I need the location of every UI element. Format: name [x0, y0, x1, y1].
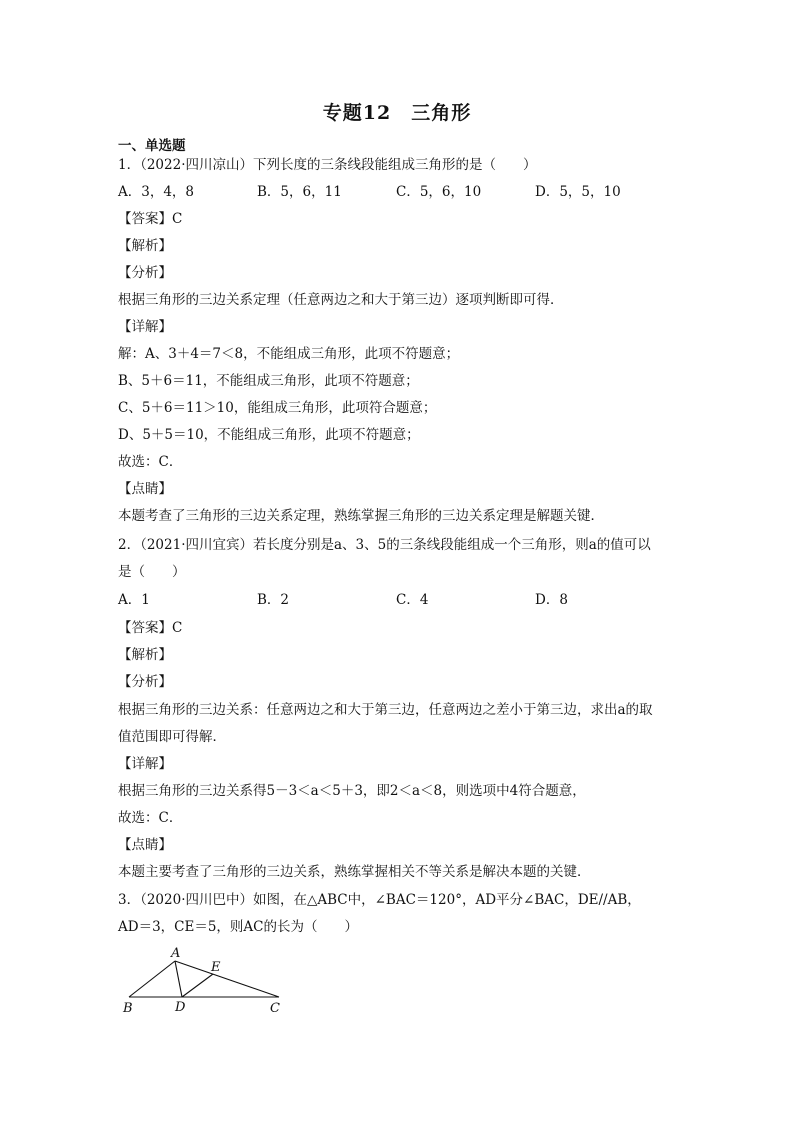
segment-ad — [175, 961, 182, 997]
label-e: E — [211, 960, 221, 975]
q2-option-c: C．4 — [396, 592, 429, 608]
q2-stem-line1: 2．（2021·四川宜宾）若长度分别是a、3、5的三条线段能组成一个三角形，则a的值可以 — [118, 537, 651, 553]
q2-analysis-line1: 根据三角形的三边关系：任意两边之和大于第三边，任意两边之差小于第三边，求出a的取 — [118, 702, 653, 718]
q1-comment: 本题考查了三角形的三边关系定理，熟练掌握三角形的三边关系定理是解题关键． — [118, 508, 604, 524]
page-title: 专题12 三角形 — [322, 102, 472, 124]
segment-ab — [129, 961, 175, 997]
segment-de — [182, 974, 213, 997]
q2-fenxi-label: 【分析】 — [118, 674, 172, 690]
triangle-figure — [115, 944, 295, 1024]
q2-choose: 故选：C． — [118, 810, 183, 826]
q1-option-c: C．5，6，10 — [396, 184, 482, 200]
q1-analysis: 根据三角形的三边关系定理（任意两边之和大于第三边）逐项判断即可得． — [118, 292, 564, 308]
q2-detail: 根据三角形的三边关系得5－3＜a＜5＋3，即2＜a＜8，则选项中4符合题意， — [118, 783, 586, 799]
q1-option-d: D．5，5，10 — [535, 184, 621, 200]
q3-stem-line1: 3．（2020·四川巴中）如图，在△ABC中，∠BAC＝120°，AD平分∠BAC，DE//AB， — [118, 892, 641, 908]
segment-ac — [175, 961, 279, 997]
q1-dianjing-label: 【点睛】 — [118, 481, 172, 497]
q2-option-a: A．1 — [118, 592, 150, 608]
q1-answer: 【答案】C — [118, 211, 183, 227]
q1-fenxi-label: 【分析】 — [118, 265, 172, 281]
label-b: B — [123, 1001, 133, 1016]
label-a: A — [171, 946, 181, 961]
q2-dianjing-label: 【点睛】 — [118, 837, 172, 853]
q2-stem-line2: 是（ ） — [118, 564, 186, 580]
q1-option-b: B．5，6，11 — [257, 184, 342, 200]
q2-comment: 本题主要考查了三角形的三边关系，熟练掌握相关不等关系是解决本题的关键． — [118, 864, 591, 880]
q1-step-b: B、5＋6＝11，不能组成三角形，此项不符题意； — [118, 373, 419, 389]
q1-jiexi-label: 【解析】 — [118, 238, 172, 254]
q2-analysis-line2: 值范围即可得解． — [118, 729, 226, 745]
q2-jiexi-label: 【解析】 — [118, 647, 172, 663]
q2-answer: 【答案】C — [118, 620, 183, 636]
q1-xiangjie-label: 【详解】 — [118, 319, 172, 335]
q1-choose: 故选：C． — [118, 454, 183, 470]
q2-option-b: B．2 — [257, 592, 290, 608]
q1-stem: 1．（2022·四川凉山）下列长度的三条线段能组成三角形的是（ ） — [118, 157, 537, 173]
q1-option-a: A．3，4，8 — [118, 184, 195, 200]
q1-step-c: C、5＋6＝11＞10，能组成三角形，此项符合题意； — [118, 400, 437, 416]
q1-step-d: D、5＋5＝10，不能组成三角形，此项不符题意； — [118, 427, 420, 443]
label-d: D — [175, 1000, 186, 1015]
q1-step-a: 解：A、3＋4＝7＜8，不能组成三角形，此项不符题意； — [118, 346, 460, 362]
q3-stem-line2: AD＝3，CE＝5，则AC的长为（ ） — [118, 919, 359, 935]
section-heading: 一、单选题 — [118, 138, 186, 154]
label-c: C — [270, 1001, 280, 1016]
q2-option-d: D．8 — [535, 592, 568, 608]
q2-xiangjie-label: 【详解】 — [118, 756, 172, 772]
